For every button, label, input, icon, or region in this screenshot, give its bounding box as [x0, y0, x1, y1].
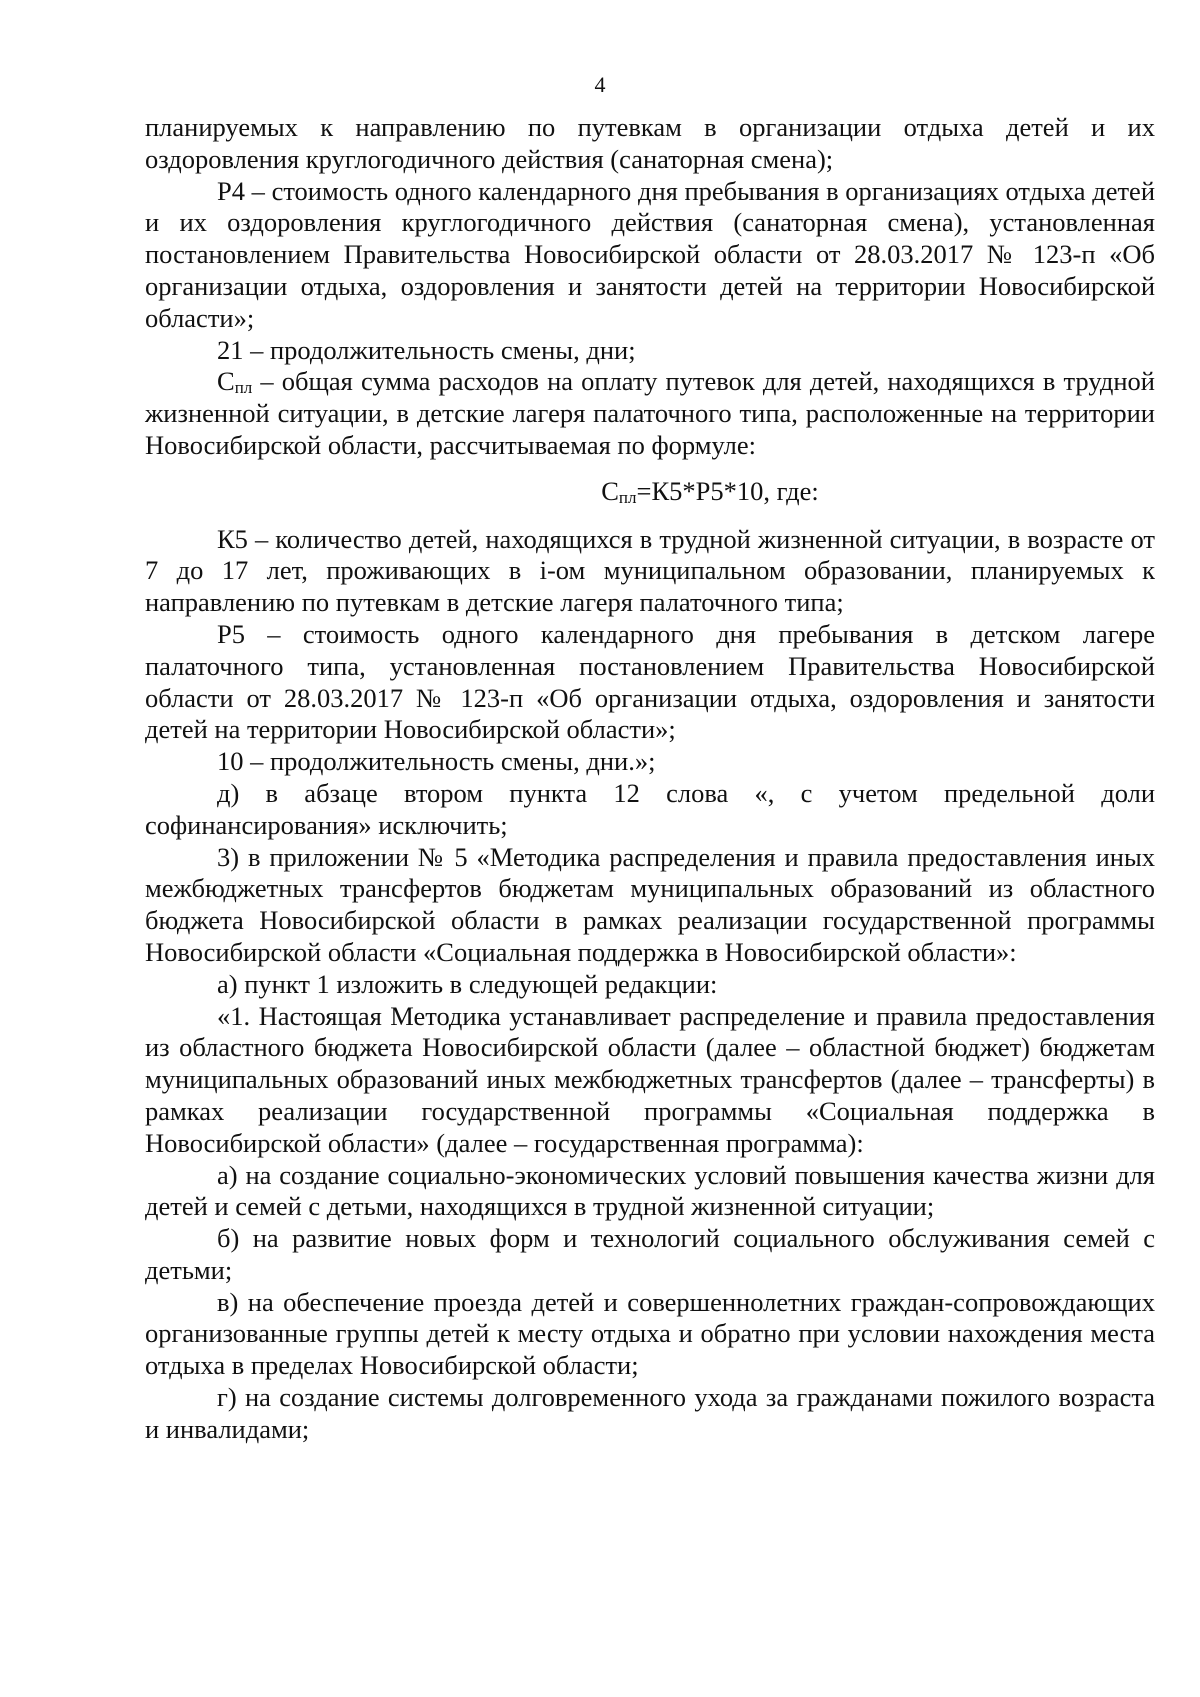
cpl-symbol: С: [217, 366, 235, 397]
cpl-subscript: пл: [234, 378, 253, 398]
paragraph-item-d: д) в абзаце втором пункта 12 слова «, с учетом предельной доли софинансирования» исключить;: [145, 777, 1155, 840]
cpl-definition-text: – общая сумма расходов на оплату путевок для детей, находящихся в трудной жизненной ситуации, в детские лагеря палаточного типа, расположенные на территории Новосибирской области, рассчитываемая по формуле:: [145, 366, 1155, 460]
paragraph-subitem-g: г) на создание системы долговременного ухода за гражданами пожилого возраста и инвалидами;: [145, 1382, 1155, 1444]
formula-expression: =К5*Р5*10, где:: [636, 475, 819, 506]
paragraph-item-3: 3) в приложении № 5 «Методика распределения и правила предоставления иных межбюджетных трансфертов бюджетам муниципальных образований из областного бюджета Новосибирской области в рамках реализации государственной программы Новосибирской области «Социальная поддержка в Новосибирской области»:: [145, 841, 1155, 967]
document-body: [145, 112, 1155, 1446]
paragraph-subitem-v: в) на обеспечение проезда детей и совершеннолетних граждан-сопровождающих организованные группы детей к месту отдыха и обратно при условии нахождения места отдыха в пределах Новосибирской области;: [145, 1286, 1155, 1381]
paragraph-shift-duration-21: 21 – продолжительность смены, дни;: [217, 334, 636, 365]
formula-cpl: [265, 476, 1155, 508]
paragraph-subitem-a: а) на создание социально-экономических условий повышения качества жизни для детей и семей с детьми, находящихся в трудной жизненной ситуации;: [145, 1159, 1155, 1222]
paragraph-methodology-point-1: «1. Настоящая Методика устанавливает распределение и правила предоставления из областного бюджета Новосибирской области (далее – областной бюджет) бюджетам муниципальных образований иных межбюджетных трансфертов (далее – трансферты) в рамках реализации государственной программы «Социальная поддержка в Новосибирской области» (далее – государственная программа):: [145, 1000, 1155, 1158]
paragraph-subitem-b: б) на развитие новых форм и технологий социального обслуживания семей с детьми;: [145, 1223, 1155, 1285]
paragraph-continuation: планируемых к направлению по путевкам в организации отдыха детей и их оздоровления круглогодичного действия (санаторная смена);: [145, 112, 1155, 174]
paragraph-k5-definition: К5 – количество детей, находящихся в трудной жизненной ситуации, в возрасте от 7 до 17 лет, проживающих в i-ом муниципальном образовании, планируемых к направлению по путевкам в детские лагеря палаточного типа;: [145, 523, 1155, 618]
paragraph-cpl-definition: [145, 366, 1155, 461]
paragraph-p5-definition: Р5 – стоимость одного календарного дня пребывания в детском лагере палаточного типа, установленная постановлением Правительства Новосибирской области от 28.03.2017 № 123-п «Об организации отдыха, оздоровления и занятости детей на территории Новосибирской области»;: [145, 618, 1155, 745]
paragraph-p4-definition: Р4 – стоимость одного календарного дня пребывания в организациях отдыха детей и их оздоровления круглогодичного действия (санаторная смена), установленная постановлением Правительства Новосибирской области от 28.03.2017 № 123-п «Об организации отдыха, оздоровления и занятости детей на территории Новосибирской области»;: [145, 175, 1155, 333]
page-number: 4: [594, 72, 606, 97]
paragraph-item-a-intro: а) пункт 1 изложить в следующей редакции:: [217, 968, 718, 999]
paragraph-shift-duration-10: 10 – продолжительность смены, дни.»;: [217, 746, 656, 777]
formula-subscript: пл: [618, 487, 637, 507]
formula-symbol: С: [601, 475, 619, 506]
